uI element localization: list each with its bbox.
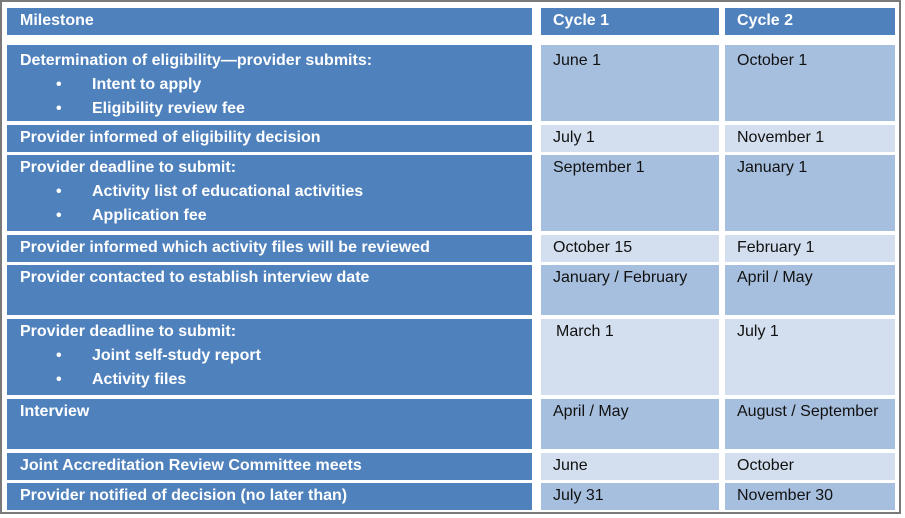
bullet-item: • Joint self-study report	[20, 344, 532, 368]
cycle-2-date: November 30	[725, 483, 895, 510]
milestone-cell: Provider notified of decision (no later than)	[7, 483, 532, 510]
milestone-bullets	[20, 180, 532, 228]
cycle-1-date: March 1	[541, 319, 719, 395]
bullet-item: • Application fee	[20, 204, 532, 228]
table-row	[2, 235, 899, 262]
milestone-text: Provider deadline to submit:	[20, 323, 237, 340]
table-header-row	[2, 8, 899, 35]
table-row	[2, 155, 899, 231]
cycle-1-date: July 1	[541, 125, 719, 152]
milestone-cell: Joint Accreditation Review Committee meets	[7, 453, 532, 480]
table-row	[2, 483, 899, 510]
header-milestone: Milestone	[7, 8, 532, 35]
cycle-1-date: June	[541, 453, 719, 480]
header-cycle-2: Cycle 2	[725, 8, 895, 35]
table-row	[2, 319, 899, 395]
milestone-cell: Interview	[7, 399, 532, 449]
table-row	[2, 399, 899, 449]
table-row	[2, 125, 899, 152]
cycle-1-date: January / February	[541, 265, 719, 315]
milestone-cell	[7, 155, 532, 231]
cycle-2-date: January 1	[725, 155, 895, 231]
milestone-cell: Provider informed of eligibility decision	[7, 125, 532, 152]
milestone-cell	[7, 319, 532, 395]
milestone-text: Determination of eligibility—provider submits:	[20, 52, 373, 69]
bullet-item: • Activity files	[20, 368, 532, 392]
cycle-1-date: July 31	[541, 483, 719, 510]
cycle-1-date: September 1	[541, 155, 719, 231]
cycle-1-date: October 15	[541, 235, 719, 262]
milestone-cell	[7, 45, 532, 121]
table-row	[2, 265, 899, 315]
milestone-cell: Provider informed which activity files will be reviewed	[7, 235, 532, 262]
cycle-2-date: October 1	[725, 45, 895, 121]
milestone-text: Provider deadline to submit:	[20, 159, 237, 176]
cycle-1-date: June 1	[541, 45, 719, 121]
milestone-bullets	[20, 73, 532, 121]
table-row	[2, 453, 899, 480]
cycle-2-date: February 1	[725, 235, 895, 262]
header-cycle-1: Cycle 1	[541, 8, 719, 35]
bullet-item: • Intent to apply	[20, 73, 532, 97]
bullet-item: • Eligibility review fee	[20, 97, 532, 121]
cycle-2-date: April / May	[725, 265, 895, 315]
table-row	[2, 45, 899, 121]
cycle-2-date: July 1	[725, 319, 895, 395]
bullet-item: • Activity list of educational activities	[20, 180, 532, 204]
milestone-cell: Provider contacted to establish interview date	[7, 265, 532, 315]
cycle-1-date: April / May	[541, 399, 719, 449]
milestone-bullets	[20, 344, 532, 392]
cycle-2-date: October	[725, 453, 895, 480]
cycle-2-date: November 1	[725, 125, 895, 152]
cycle-2-date: August / September	[725, 399, 895, 449]
